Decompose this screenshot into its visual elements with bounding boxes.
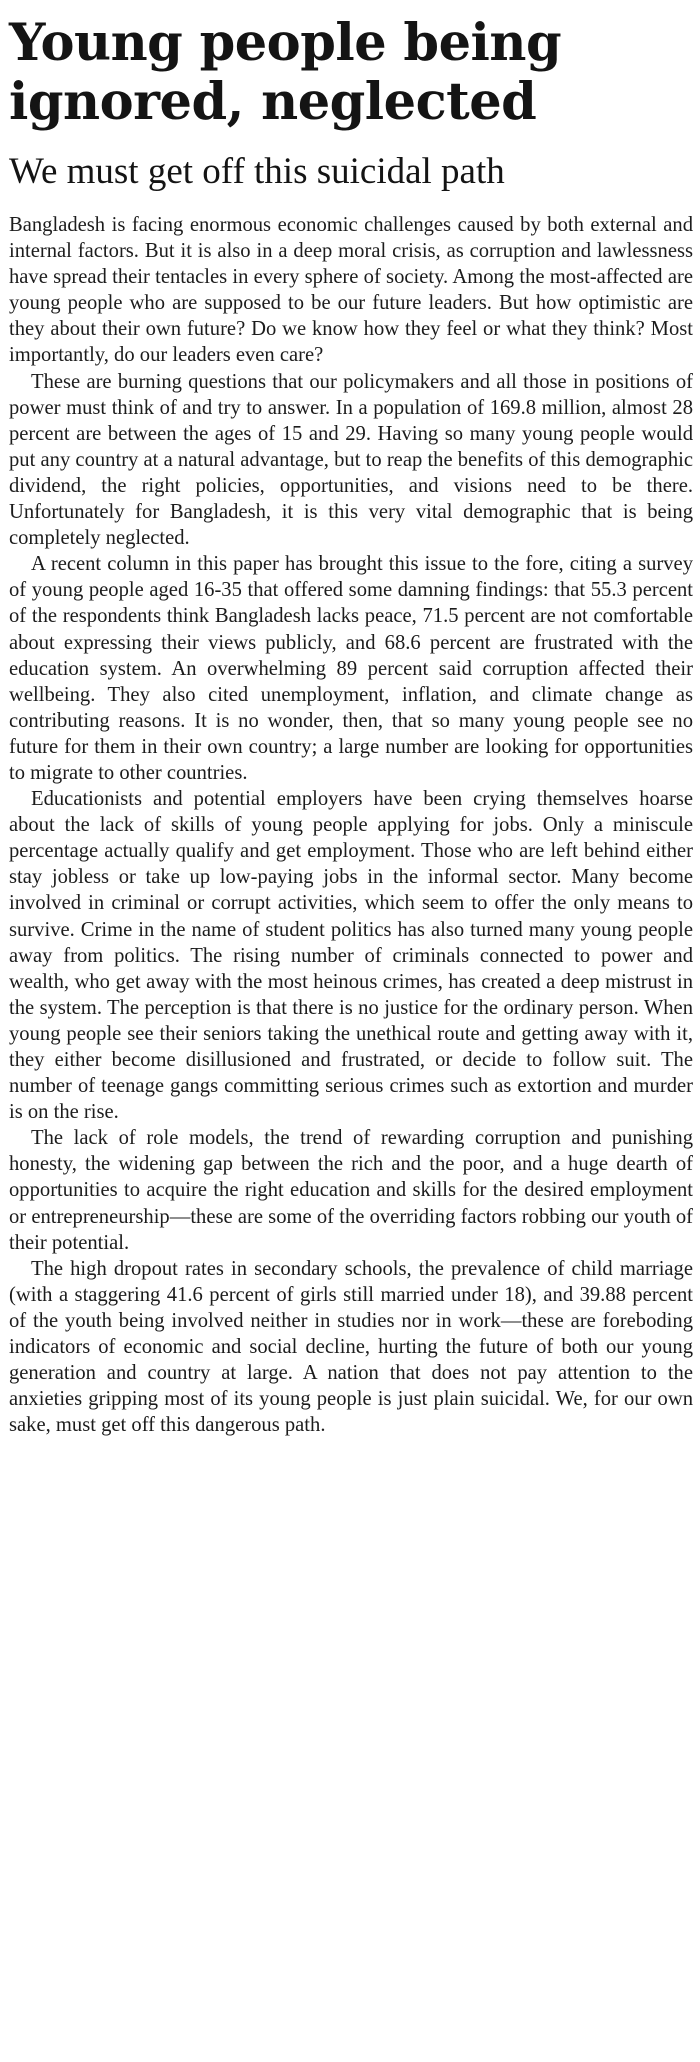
editorial-article — [9, 0, 693, 1438]
article-body — [9, 212, 693, 1438]
subheadline: We must get off this suicidal path — [9, 151, 505, 192]
headline: Young people being ignored, neglected — [9, 13, 562, 132]
paragraph: The lack of role models, the trend of rewarding corruption and punishing honesty, the widening gap between the rich and the poor, and a huge dearth of opportunities to acquire the right education and skills for the desired employment or entrepreneurship—these are some of the overriding factors robbing our youth of their potential. — [9, 1127, 693, 1254]
paragraph: These are burning questions that our policymakers and all those in positions of power must think of and try to answer. In a population of 169.8 million, almost 28 percent are between the ages of 15 and 29. Having so many young people would put any country at a natural advantage, but to reap the benefits of this demographic dividend, the right policies, opportunities, and visions need to be there. Unfortunately for Bangladesh, it is this very vital demographic that is being completely neglected. — [9, 370, 693, 550]
paragraph: A recent column in this paper has brought this issue to the fore, citing a survey of young people aged 16-35 that offered some damning findings: that 55.3 percent of the respondents think Bangladesh lacks peace, 71.5 percent are not comfortable about expressing their views publicly, and 68.6 percent are frustrated with the education system. An overwhelming 89 percent said corruption affected their wellbeing. They also cited unemployment, inflation, and climate change as contributing reasons. It is no wonder, then, that so many young people see no future for them in their own country; a large number are looking for opportunities to migrate to other countries. — [9, 553, 693, 784]
paragraph: Educationists and potential employers have been crying themselves hoarse about the lack of skills of young people applying for jobs. Only a miniscule percentage actually qualify and get employment. Those who are left behind either stay jobless or take up low-paying jobs in the informal sector. Many become involved in criminal or corrupt activities, which seem to offer the only means to survive. Crime in the name of student politics has also turned many young people away from politics. The rising number of criminals connected to power and wealth, who get away with the most heinous crimes, has created a deep mistrust in the system. The perception is that there is no justice for the ordinary person. When young people see their seniors taking the unethical route and getting away with it, they either become disillusioned and frustrated, or decide to follow suit. The number of teenage gangs committing serious crimes such as extortion and murder is on the rise. — [9, 788, 693, 1124]
paragraph: The high dropout rates in secondary schools, the prevalence of child marriage (with a staggering 41.6 percent of girls still married under 18), and 39.88 percent of the youth being involved neither in studies nor in work—these are foreboding indicators of economic and social decline, hurting the future of both our young generation and country at large. A nation that does not pay attention to the anxieties gripping most of its young people is just plain suicidal. We, for our own sake, must get off this dangerous path. — [9, 1257, 693, 1437]
paragraph: Bangladesh is facing enormous economic challenges caused by both external and internal factors. But it is also in a deep moral crisis, as corruption and lawlessness have spread their tentacles in every sphere of society. Among the most-affected are young people who are supposed to be our future leaders. But how optimistic are they about their own future? Do we know how they feel or what they think? Most importantly, do our leaders even care? — [9, 214, 693, 367]
